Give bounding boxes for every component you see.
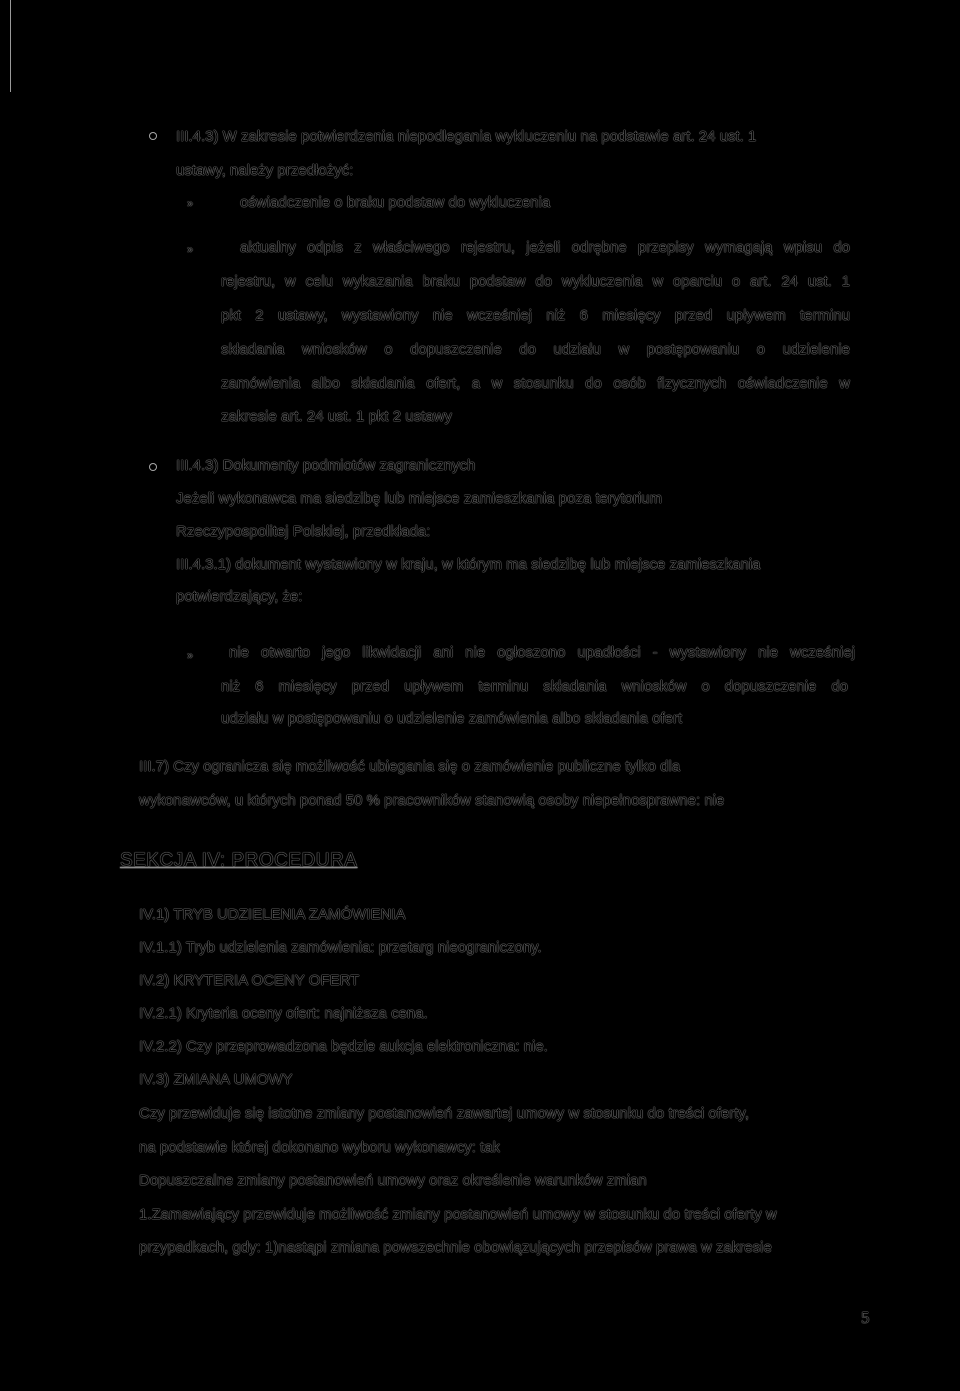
procedure-line: IV.2.2) Czy przeprowadzona będzie aukcja elektroniczna: nie. <box>139 1038 548 1055</box>
procedure-line: IV.2) KRYTERIA OCENY OFERT <box>139 972 360 989</box>
arrow-bullet-icon: » <box>187 650 194 662</box>
bullet-item: oświadczenie o braku podstaw do wykluczenia <box>240 194 551 211</box>
bullet-item: nie otwarto jego likwidacji ani nie ogłoszono upadłości - wystawiony nie wcześniej <box>229 644 855 661</box>
paragraph-line: III.4.3.1) dokument wystawiony w kraju, w którym ma siedzibę lub miejsce zamieszkania <box>176 556 761 573</box>
paragraph-line: Rzeczypospolitej Polskiej, przedkłada: <box>176 523 431 540</box>
paragraph-line: III.7) Czy ogranicza się możliwość ubiegania się o zamówienie publiczne tylko dla <box>139 758 681 775</box>
left-edge-line <box>10 0 11 92</box>
bullet-continuation: rejestru, w celu wykazania braku podstaw do wykluczenia w oparciu o art. 24 ust. 1 <box>221 273 850 290</box>
procedure-line: przypadkach, gdy: 1)nastąpi zmiana powszechnie obowiązujących przepisów prawa w zakresie <box>139 1239 772 1256</box>
bullet-item: aktualny odpis z właściwego rejestru, jeżeli odrębne przepisy wymagają wpisu do <box>240 239 850 256</box>
procedure-line: Czy przewiduje się istotne zmiany postanowień zawartej umowy w stosunku do treści oferty, <box>139 1105 749 1122</box>
paragraph-line: Jeżeli wykonawca ma siedzibę lub miejsce zamieszkania poza terytorium <box>176 490 663 507</box>
paragraph-heading: III.4.3) Dokumenty podmiotów zagranicznych <box>176 457 476 474</box>
bullet-continuation: zamówienia albo składania ofert, a w stosunku do osób fizycznych oświadczenie w <box>221 375 850 392</box>
procedure-line: 1.Zamawiający przewiduje możliwość zmiany postanowień umowy w stosunku do treści oferty w <box>139 1206 777 1223</box>
procedure-line: na podstawie której dokonano wyboru wykonawcy: tak <box>139 1139 501 1156</box>
bullet-continuation: składania wniosków o dopuszczenie do udziału w postępowaniu o udzielenie <box>221 341 850 358</box>
bullet-continuation: niż 6 miesięcy przed upływem terminu składania wniosków o dopuszczenie do <box>221 678 848 695</box>
bullet-continuation: udziału w postępowaniu o udzielenie zamówienia albo składania ofert <box>221 710 683 727</box>
bullet-continuation: pkt 2 ustawy, wystawiony nie wcześniej niż 6 miesięcy przed upływem terminu <box>221 307 850 324</box>
paragraph-line: III.4.3) W zakresie potwierdzenia niepodlegania wykluczeniu na podstawie art. 24 ust. 1 <box>176 128 757 145</box>
bullet-circle-icon <box>150 133 156 139</box>
paragraph-line: wykonawców, u których ponad 50 % pracowników stanowią osoby niepełnosprawne: nie <box>139 792 725 809</box>
procedure-line: IV.1.1) Tryb udzielenia zamówienia: przetarg nieograniczony. <box>139 939 542 956</box>
arrow-bullet-icon: » <box>187 244 194 256</box>
procedure-line: IV.1) TRYB UDZIELENIA ZAMÓWIENIA <box>139 906 406 923</box>
paragraph-line: ustawy, należy przedłożyć: <box>176 162 354 179</box>
procedure-line: Dopuszczalne zmiany postanowień umowy oraz określenie warunków zmian <box>139 1172 647 1189</box>
arrow-bullet-icon: » <box>187 198 194 210</box>
procedure-line: IV.2.1) Kryteria oceny ofert: najniższa cena. <box>139 1005 428 1022</box>
page-number: 5 <box>861 1308 870 1327</box>
paragraph-line: potwierdzający, że: <box>176 588 303 605</box>
bullet-continuation: zakresie art. 24 ust. 1 pkt 2 ustawy <box>221 408 452 425</box>
section-heading: SEKCJA IV: PROCEDURA <box>120 850 358 871</box>
bullet-circle-icon <box>150 464 156 470</box>
procedure-line: IV.3) ZMIANA UMOWY <box>139 1071 293 1088</box>
